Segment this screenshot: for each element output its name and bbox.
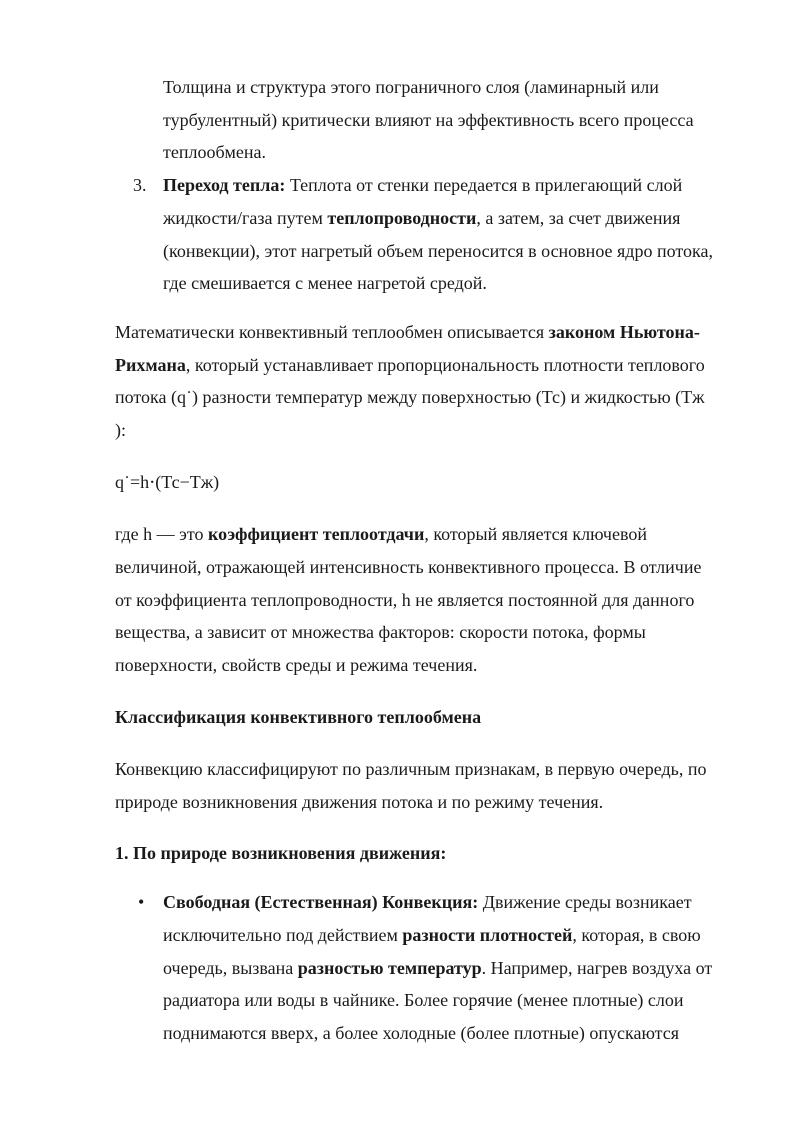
list-item-line bbox=[163, 207, 680, 229]
paragraph-line bbox=[115, 523, 647, 545]
list-number: 3. bbox=[133, 175, 147, 195]
bold-term: теплопроводности bbox=[327, 208, 477, 228]
list-item-line bbox=[163, 891, 692, 913]
bold-term: разностью температур bbox=[297, 958, 482, 978]
paragraph-line: ): bbox=[115, 420, 126, 440]
paragraph-line: от коэффициента теплопроводности, h не является постоянной для данного bbox=[115, 590, 695, 610]
text-line: теплообмена. bbox=[163, 142, 266, 162]
text-span: Теплота от стенки передается в прилегающий слой bbox=[285, 175, 683, 195]
section-heading: Классификация конвективного теплообмена bbox=[115, 707, 482, 727]
list-item-line bbox=[163, 924, 701, 946]
text-span: , а затем, за счет движения bbox=[476, 208, 681, 228]
text-span: . Например, нагрев воздуха от bbox=[481, 958, 713, 978]
bold-term: Свободная (Естественная) Конвекция: bbox=[163, 892, 479, 912]
text-span: , который является ключевой bbox=[424, 524, 647, 544]
paragraph-line bbox=[115, 321, 700, 343]
list-item-line: поднимаются вверх, а более холодные (более плотные) опускаются bbox=[163, 1023, 680, 1043]
paragraph-line: поверхности, свойств среды и режима течения. bbox=[115, 655, 478, 675]
list-item-line bbox=[163, 174, 682, 196]
bold-term: коэффициент теплоотдачи bbox=[208, 524, 425, 544]
bold-term: Рихмана bbox=[115, 355, 186, 375]
text-span: жидкости/газа путем bbox=[163, 208, 328, 228]
list-item-line: где смешивается с менее нагретой средой. bbox=[163, 273, 487, 293]
text-span: Движение среды возникает bbox=[478, 892, 692, 912]
paragraph-line bbox=[115, 354, 705, 376]
paragraph-line: потока (q˙) разности температур между поверхностью (Тс) и жидкостью (Тж bbox=[115, 387, 705, 407]
formula: q˙=h⋅(Тс−Тж) bbox=[115, 472, 220, 492]
paragraph-line: вещества, а зависит от множества факторов: скорости потока, формы bbox=[115, 622, 646, 642]
text-span: , которая, в свою bbox=[572, 925, 701, 945]
text-span: , который устанавливает пропорциональность плотности теплового bbox=[185, 355, 705, 375]
list-item-line bbox=[163, 957, 712, 979]
text-line: турбулентный) критически влияют на эффективность всего процесса bbox=[163, 110, 694, 130]
paragraph-line: природе возникновения движения потока и по режиму течения. bbox=[115, 792, 604, 812]
text-span: очередь, вызвана bbox=[163, 958, 298, 978]
paragraph-line: Конвекцию классифицируют по различным признакам, в первую очередь, по bbox=[115, 759, 707, 779]
bold-term: законом Ньютона- bbox=[548, 322, 700, 342]
text-span: исключительно под действием bbox=[163, 925, 403, 945]
text-span: где h — это bbox=[115, 524, 208, 544]
paragraph-line: величиной, отражающей интенсивность конвективного процесса. В отличие bbox=[115, 557, 702, 577]
bold-term: разности плотностей bbox=[402, 925, 573, 945]
bold-term: Переход тепла: bbox=[163, 175, 286, 195]
list-item-line: радиатора или воды в чайнике. Более горячие (менее плотные) слои bbox=[163, 990, 684, 1010]
bullet-marker: • bbox=[138, 892, 145, 912]
subsection-heading: 1. По природе возникновения движения: bbox=[115, 843, 447, 863]
list-item-line: (конвекции), этот нагретый объем переносится в основное ядро потока, bbox=[163, 241, 713, 261]
text-line: Толщина и структура этого пограничного слоя (ламинарный или bbox=[163, 77, 659, 97]
text-span: Математически конвективный теплообмен описывается bbox=[115, 322, 549, 342]
